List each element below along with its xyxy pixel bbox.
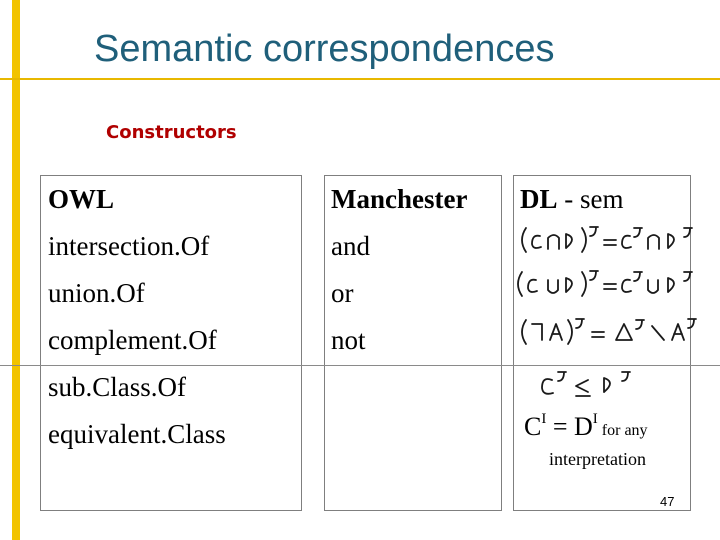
handwritten-intersection-formula bbox=[512, 222, 708, 258]
equiv-left-sup: I bbox=[541, 411, 547, 428]
page-number: 47 bbox=[660, 494, 675, 509]
equiv-right-sup: I bbox=[592, 411, 598, 428]
owl-item: equivalent.Class bbox=[48, 419, 226, 449]
manchester-item: or bbox=[331, 278, 354, 308]
owl-item: union.Of bbox=[48, 278, 145, 308]
manchester-item: not bbox=[331, 325, 366, 355]
owl-item: intersection.Of bbox=[48, 231, 210, 261]
equiv-suffix: for any bbox=[597, 422, 648, 439]
manchester-header: Manchester bbox=[331, 184, 468, 214]
handwritten-union-formula bbox=[512, 266, 708, 302]
slide-subtitle: Constructors bbox=[106, 122, 237, 143]
owl-item: sub.Class.Of bbox=[48, 372, 187, 402]
owl-column bbox=[48, 176, 226, 458]
equiv-right: D bbox=[574, 412, 593, 441]
equivalence-note: interpretation bbox=[549, 449, 646, 469]
dl-header bbox=[520, 176, 624, 223]
handwritten-negation-formula bbox=[512, 312, 708, 348]
slide-title: Semantic correspondences bbox=[94, 28, 555, 70]
owl-header: OWL bbox=[48, 184, 115, 214]
title-underline bbox=[0, 78, 720, 80]
handwritten-subclass-formula bbox=[512, 366, 708, 402]
manchester-item: and bbox=[331, 231, 370, 261]
dl-header-bold: DL bbox=[520, 184, 558, 214]
equiv-left: C bbox=[524, 412, 542, 441]
owl-item: complement.Of bbox=[48, 325, 217, 355]
dl-header-rest: - sem bbox=[557, 184, 624, 214]
manchester-column bbox=[331, 176, 467, 364]
equivalence-statement bbox=[524, 412, 648, 442]
equiv-sign: = bbox=[546, 412, 575, 441]
accent-bar bbox=[12, 0, 20, 540]
